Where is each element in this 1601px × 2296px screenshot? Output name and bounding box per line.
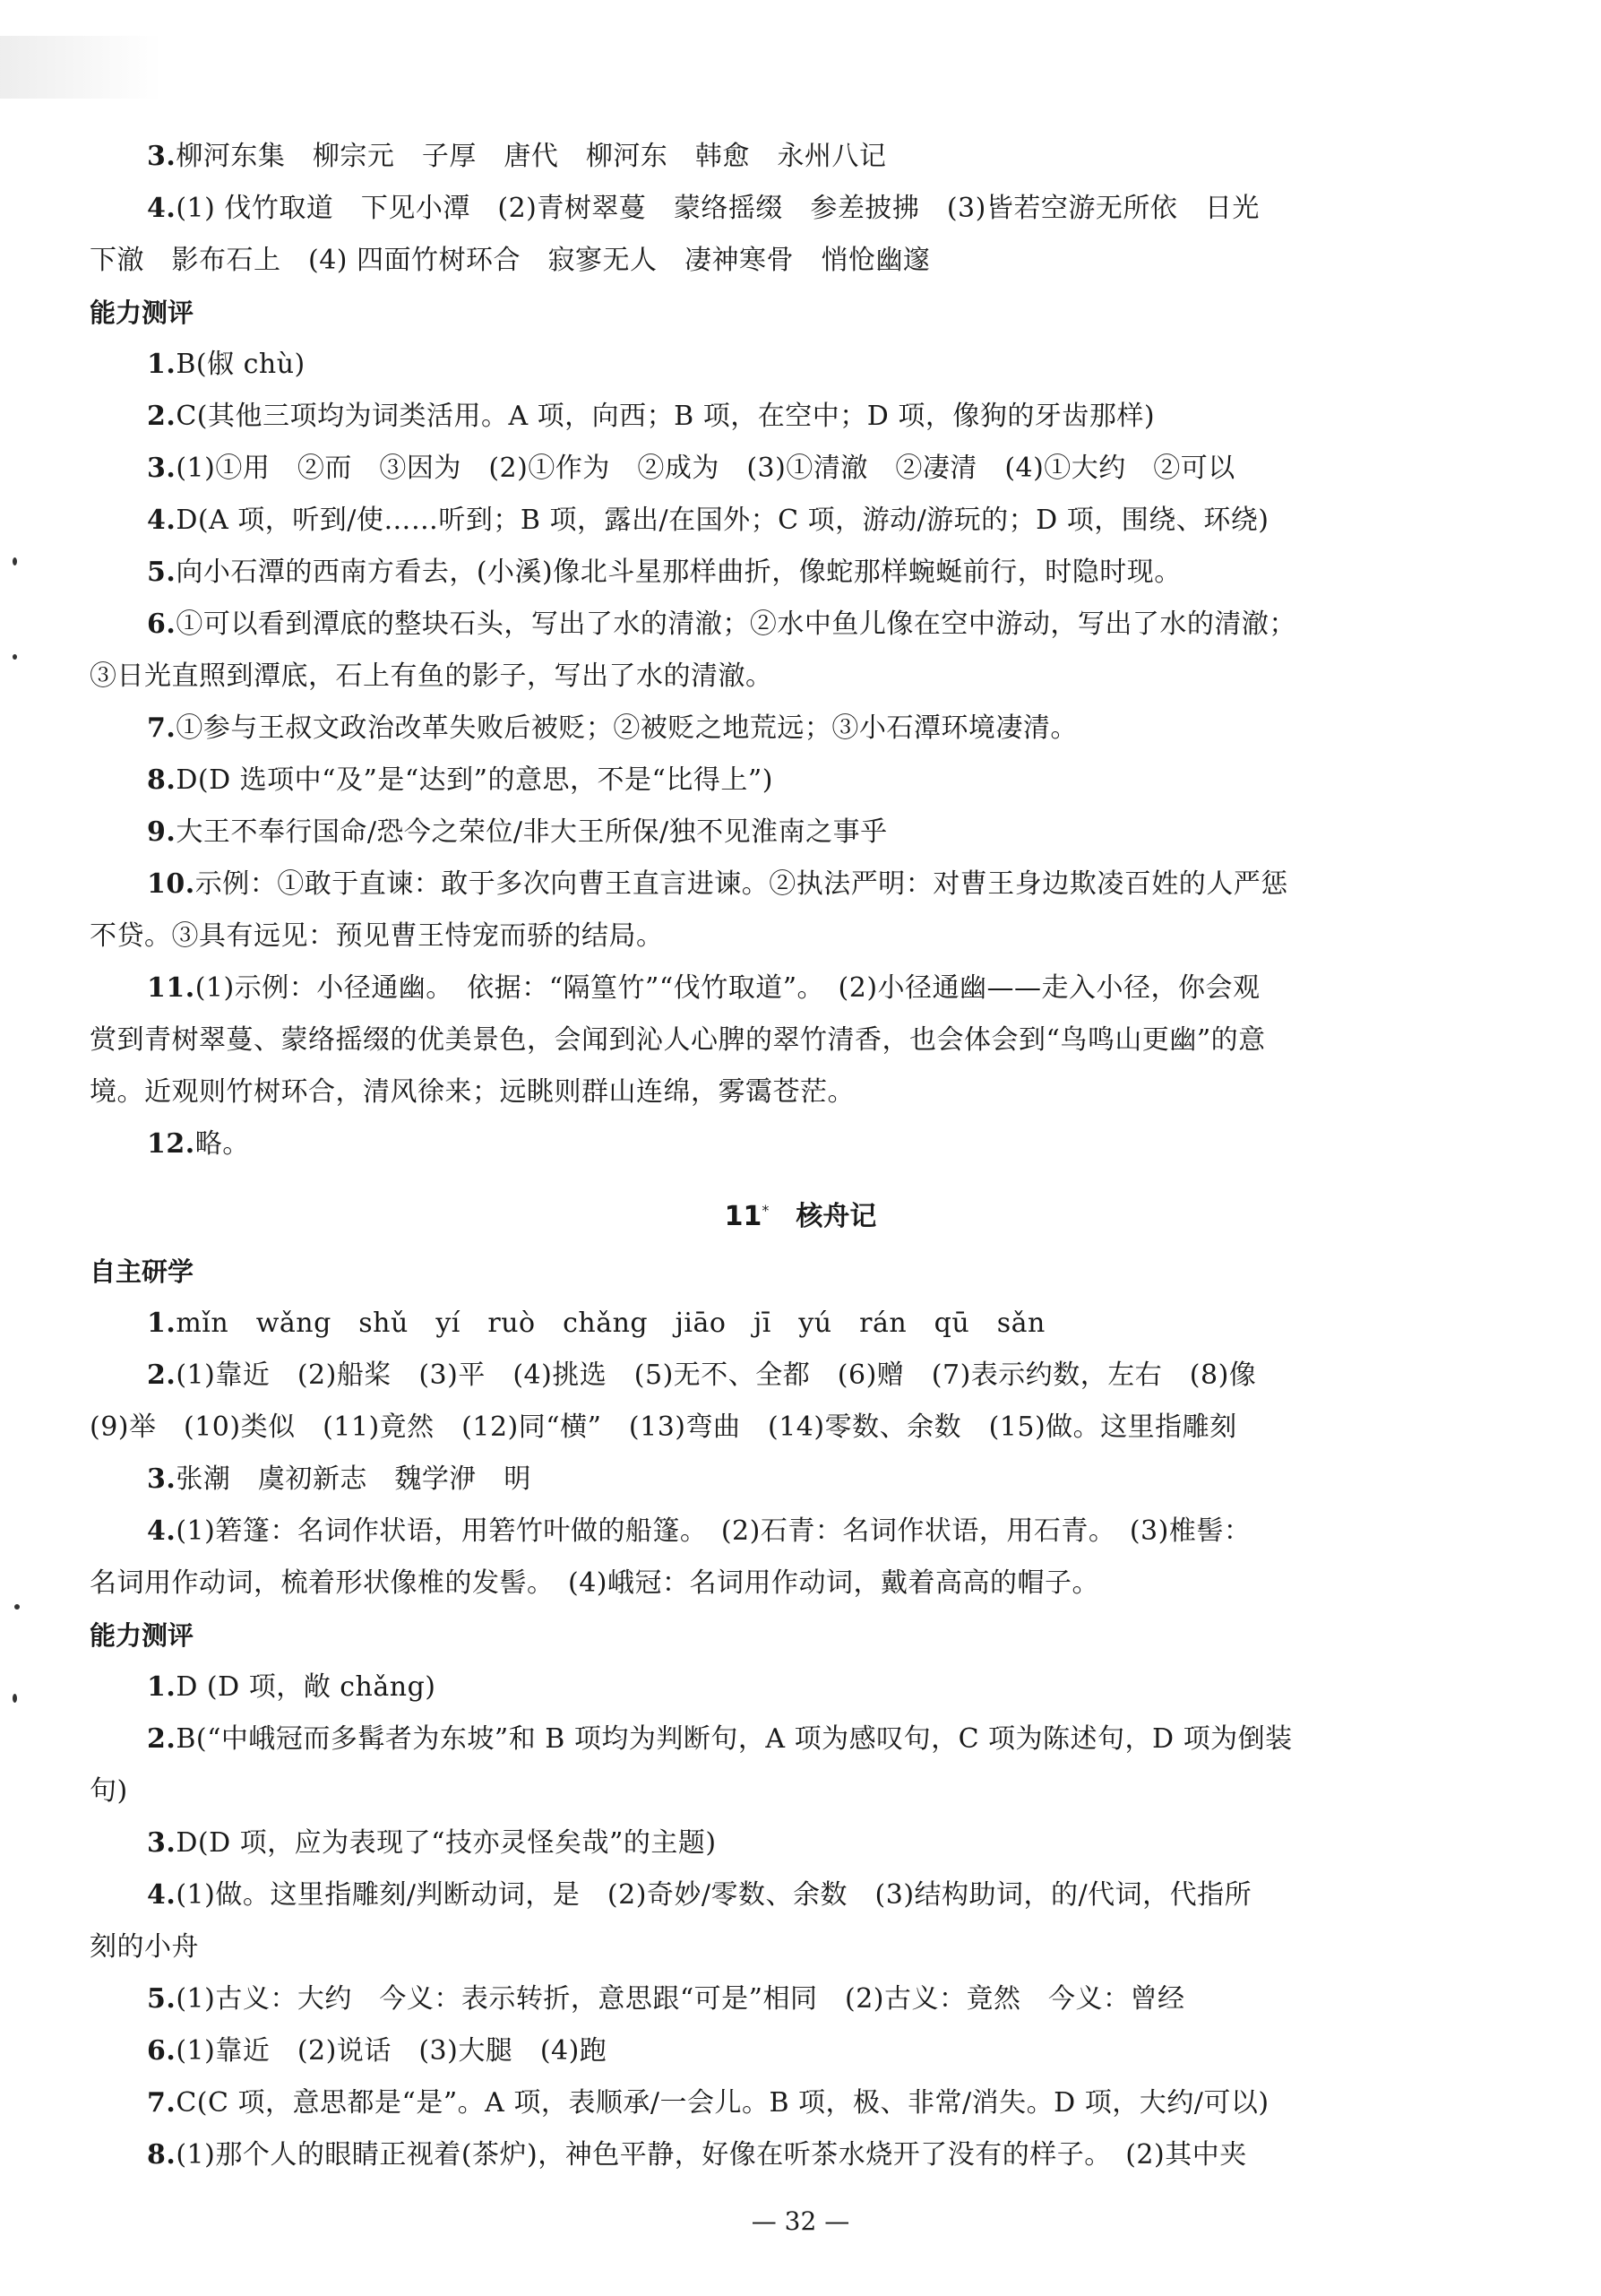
answer-line: 3.张潮 虞初新志 魏学洢 明 <box>147 1463 531 1495</box>
answer-line: 8.(1)那个人的眼睛正视着(茶炉)，神色平静，好像在听茶水烧开了没有的样子。 (2)其中夹 <box>147 2139 1247 2171</box>
answer-line: 名词用作动词，梳着形状像椎的发髻。 (4)峨冠：名词用作动词，戴着高高的帽子。 <box>90 1567 1099 1599</box>
answer-line: 7.①参与王叔文政治改革失败后被贬；②被贬之地荒远；③小石潭环境凄清。 <box>147 712 1078 744</box>
scan-mark <box>13 557 17 565</box>
answer-line: 句) <box>90 1775 128 1807</box>
answer-line: 3.(1)①用 ②而 ③因为 (2)①作为 ②成为 (3)①清澈 ②凄清 (4)①大约 ②可以 <box>147 453 1235 484</box>
answer-line: ③日光直照到潭底，石上有鱼的影子，写出了水的清澈。 <box>90 660 773 692</box>
answer-line: 不贷。③具有远见：预见曹王恃宠而骄的结局。 <box>90 920 664 952</box>
answer-line: 4.(1)箬篷：名词作状语，用箬竹叶做的船篷。 (2)石青：名词作状语，用石青。 (3)椎髻： <box>147 1515 1252 1547</box>
answer-line: 4.(1) 伐竹取道 下见小潭 (2)青树翠蔓 蒙络摇缀 参差披拂 (3)皆若空游无所依 日光 <box>147 193 1260 224</box>
scan-smudge <box>0 36 161 99</box>
answer-line: 下澈 影布石上 (4) 四面竹树环合 寂寥无人 凄神寒骨 悄怆幽邃 <box>90 245 931 276</box>
section-heading-ability-test-2: 能力测评 <box>90 1620 194 1651</box>
answer-line: 赏到青树翠蔓、蒙络摇缀的优美景色，会闻到沁人心脾的翠竹清香，也会体会到“鸟鸣山更幽”的意 <box>90 1024 1266 1056</box>
scan-mark <box>14 1604 20 1610</box>
answer-line: 境。近观则竹树环合，清风徐来；远眺则群山连绵，雾霭苍茫。 <box>90 1076 855 1108</box>
lesson-name: 核舟记 <box>796 1201 877 1232</box>
lesson-title <box>0 1185 1601 1237</box>
answer-line: 6.①可以看到潭底的整块石头，写出了水的清澈；②水中鱼儿像在空中游动，写出了水的清澈； <box>147 609 1296 640</box>
answer-line: 2.(1)靠近 (2)船桨 (3)平 (4)挑选 (5)无不、全都 (6)赠 (7)表示约数，左右 (8)像 <box>147 1359 1257 1391</box>
answer-line: 3.D(D 项，应为表现了“技亦灵怪矣哉”的主题) <box>147 1827 717 1859</box>
answer-line: 12.略。 <box>147 1128 250 1160</box>
answer-line: 2.B(“中峨冠而多髯者为东坡”和 B 项均为判断句，A 项为感叹句，C 项为陈述句，D 项为倒装 <box>147 1723 1293 1755</box>
answer-line: 1.D (D 项，敞 chǎng) <box>147 1671 436 1703</box>
scan-mark <box>13 1694 17 1703</box>
answer-line: 5.(1)古义：大约 今义：表示转折，意思跟“可是”相同 (2)古义：竟然 今义：曾经 <box>147 1983 1185 2015</box>
answer-line: 4.(1)做。这里指雕刻/判断动词，是 (2)奇妙/零数、余数 (3)结构助词，的/代词，代指所 <box>147 1879 1252 1911</box>
section-heading-ability-test: 能力测评 <box>90 298 194 328</box>
answer-line: 10.示例：①敢于直谏：敢于多次向曹王直言进谏。②执法严明：对曹王身边欺凌百姓的人严惩 <box>147 868 1288 900</box>
answer-line: 4.D(A 项，听到/使……听到；B 项，露出/在国外；C 项，游动/游玩的；D 项，围绕、环绕) <box>147 505 1270 536</box>
answer-line: 7.C(C 项，意思都是“是”。A 项，表顺承/一会儿。B 项，极、非常/消失。D 项，大约/可以) <box>147 2087 1270 2119</box>
lesson-number: 11 <box>724 1201 762 1232</box>
page-number: — 32 — <box>751 2206 850 2236</box>
answer-line: 1.B(俶 chù) <box>147 349 306 380</box>
answer-line: (9)举 (10)类似 (11)竟然 (12)同“横” (13)弯曲 (14)零数、余数 (15)做。这里指雕刻 <box>90 1411 1237 1443</box>
lesson-star: * <box>762 1202 770 1219</box>
section-heading-self-study: 自主研学 <box>90 1256 194 1287</box>
scan-mark <box>13 654 17 660</box>
answer-line: 5.向小石潭的西南方看去，(小溪)像北斗星那样曲折，像蛇那样蜿蜒前行，时隐时现。 <box>147 557 1182 588</box>
answer-line: 9.大王不奉行国命/恐今之荣位/非大王所保/独不见淮南之事乎 <box>147 816 888 848</box>
answer-line: 3.柳河东集 柳宗元 子厚 唐代 柳河东 韩愈 永州八记 <box>147 141 887 172</box>
answer-line: 刻的小舟 <box>90 1931 199 1963</box>
answer-line: 2.C(其他三项均为词类活用。A 项，向西；B 项，在空中；D 项，像狗的牙齿那样) <box>147 401 1156 432</box>
answer-line: 11.(1)示例：小径通幽。 依据：“隔篁竹”“伐竹取道”。 (2)小径通幽——走入小径，你会观 <box>147 972 1261 1004</box>
answer-line: 8.D(D 选项中“及”是“达到”的意思，不是“比得上”) <box>147 764 773 796</box>
answer-line: 6.(1)靠近 (2)说话 (3)大腿 (4)跑 <box>147 2035 607 2067</box>
answer-line: 1.mǐn wǎng shǔ yí ruò chǎng jiāo jī yú rán qū sǎn <box>147 1308 1046 1339</box>
